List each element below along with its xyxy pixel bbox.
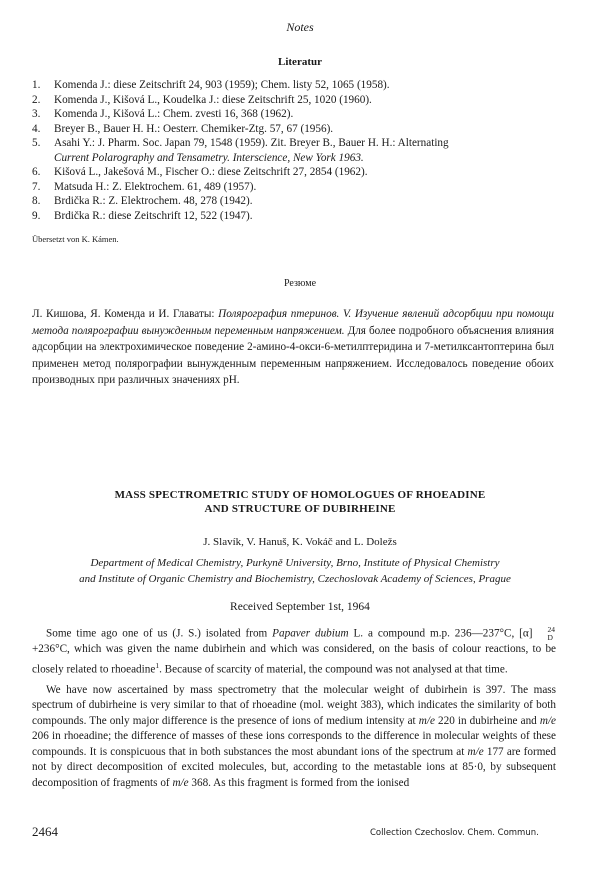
article-affiliation: Department of Medical Chemistry, Purkyně University, Brno, Institute of Physical Chemistry and Institute of Organic Chemistry and Biochemistry, Czechoslovak Academy of Sciences, Prague xyxy=(79,557,511,585)
article-authors: J. Slavík, V. Hanuš, K. Vokáč and L. Doležs xyxy=(203,536,397,548)
reference-item: 4. Breyer B., Bauer H. H.: Oesterr. Chemiker-Ztg. 57, 67 (1956). xyxy=(32,122,334,135)
reference-item: 3. Komenda J., Kišová L.: Chem. zvesti 16, 368 (1962). xyxy=(32,108,294,120)
reference-item: 9. Brdička R.: diese Zeitschrift 12, 522 (1947). xyxy=(32,209,253,222)
reference-item: 7. Matsuda H.: Z. Elektrochem. 61, 489 (1957). xyxy=(32,180,257,193)
body-paragraph: Some time ago one of us (J. S.) isolated from Papaver dubium L. a compound m.p. 236—237°C, [α] 24 D +236°C, which was given the name dubirhein and which was considered, on the basis of colour reactions, to be closely related to rhoeadine$^1$. Because of scarcity of material, the compound was not analysed at that time. xyxy=(32,625,556,676)
received-date: Received September 1st, 1964 xyxy=(230,601,370,613)
article-title: MASS SPECTROMETRIC STUDY OF HOMOLOGUES OF RHOEADINE AND STRUCTURE OF DUBIRHEINE xyxy=(114,489,486,515)
literature-heading: Literatur xyxy=(278,56,322,68)
body-paragraph: We have now ascertained by mass spectrometry that the molecular weight of dubirhein is 397. The mass spectrum of dubirheine is very similar to that of rhoeadine (mol. weight 383), which indicates the similarity of both compounds. The only major difference is the presence of ions of medium intensity at m/e 220 in dubirheine and m/e 206 in rhoeadine; the difference of masses of these ions corresponds to the difference in molecular weights of these compounds. It is conspicuous that in both substances the most abundant ions of the spectrum at m/e 177 are formed not by direct decomposition of excited molecules, but, according to the metastable ions at 85·0, by subsequent decomposition of fragments of m/e 368. As this fragment is formed from the ionised xyxy=(32,683,557,789)
resume-heading: Резюме xyxy=(283,278,317,289)
reference-item: 5. Asahi Y.: J. Pharm. Soc. Japan 79, 1548 (1959). Zit. Breyer B., Bauer H. H.: Alternating Current Polarography and Tensametry. Interscience, New York 1963. xyxy=(32,137,449,164)
page-number: 2464 xyxy=(32,824,58,839)
journal-name: Collection Czechoslov. Chem. Commun. xyxy=(370,828,539,838)
reference-list xyxy=(32,78,572,223)
reference-item: 6. Kišová L., Jakešová M., Fischer O.: diese Zeitschrift 27, 2854 (1962). xyxy=(32,166,368,178)
reference-item: 1. Komenda J.: diese Zeitschrift 24, 903 (1959); Chem. listy 52, 1065 (1958). xyxy=(32,79,390,91)
reference-item: 2. Komenda J., Kišová L., Koudelka J.: diese Zeitschrift 25, 1020 (1960). xyxy=(32,93,372,106)
article-body xyxy=(32,626,556,796)
translator-note: Übersetzt von K. Kámen. xyxy=(32,234,119,244)
running-header: Notes xyxy=(286,20,314,34)
reference-item: 8. Brdička R.: Z. Elektrochem. 48, 278 (1942). xyxy=(32,195,253,207)
resume-paragraph: Л. Кишова, Я. Коменда и И. Главаты: Полярография птеринов. V. Изучение явлений адсорбции при помощи метода полярографии вынужденным переменным напряжением. Для более подробного объяснения влияния адсорбции на электрохимическое поведение 2-амино-4-окси-6-метилптеридина и 7-метилксантоптерина был применен метод полярографии вынужденным переменным напряжением. Исследовалось поведение обоих производных при различных значениях pH. xyxy=(32,308,554,386)
